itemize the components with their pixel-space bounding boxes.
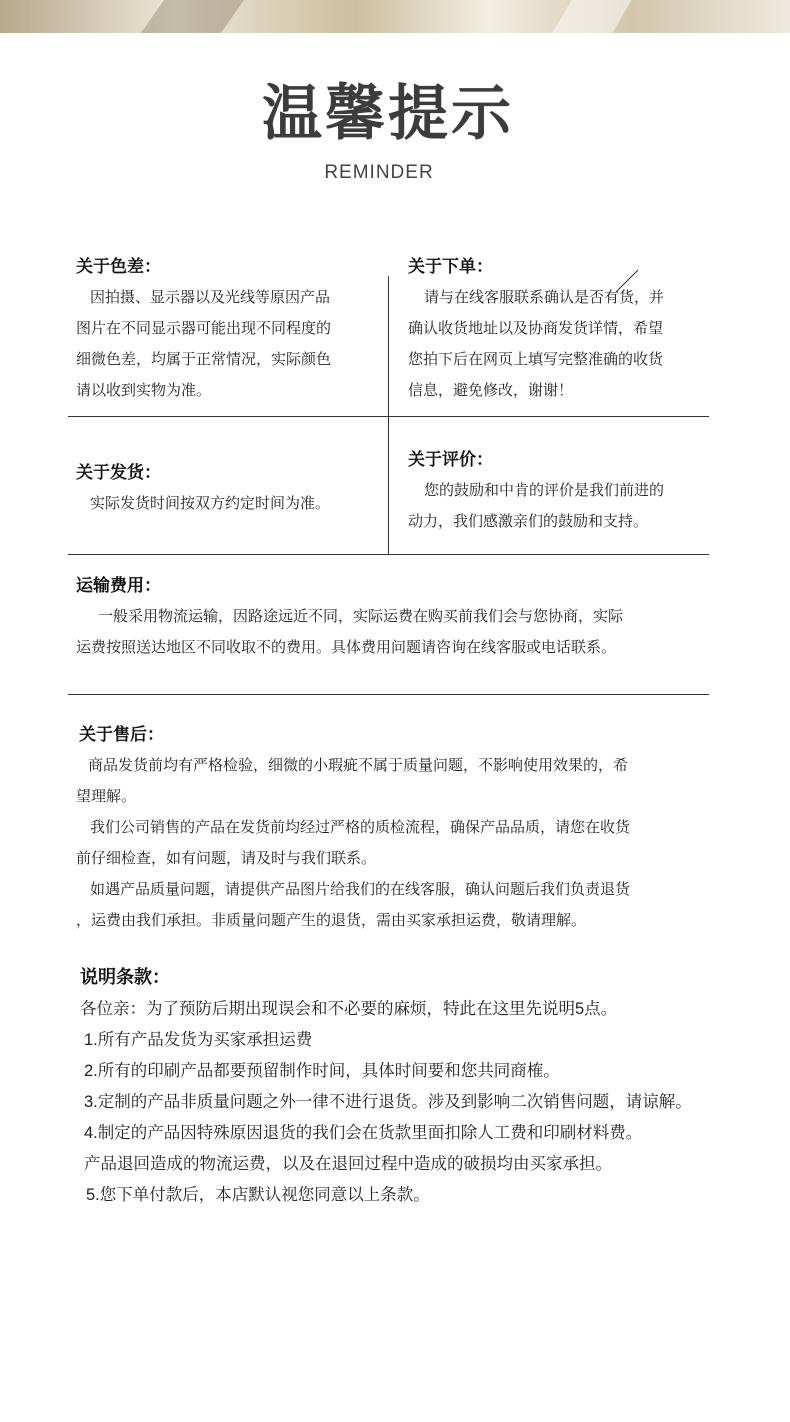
divider-vertical-top [388,276,389,416]
section-after-sales [76,720,716,936]
text-line: 运费按照送达地区不同收取不的费用。具体费用问题请咨询在线客服或电话联系。 [76,638,617,656]
section-heading: 关于下单： [408,257,493,277]
banner-highlight [543,0,638,33]
section-heading: 关于色差： [76,257,161,277]
term-item-1: 1.所有产品发货为买家承担运费 [84,1031,313,1049]
text-line: 请与在线客服联系确认是否有货，并 [424,288,665,306]
text-line: 我们公司销售的产品在发货前均经过严格的质检流程，确保产品品质，请您在收货 [90,818,631,836]
text-line: 望理解。 [76,787,137,805]
text-line: 一般采用物流运输，因路途远近不同，实际运费在购买前我们会与您协商，实际 [98,607,624,625]
term-item-4: 4.制定的产品因特殊原因退货的我们会在货款里面扣除人工费和印刷材料费。 [84,1124,643,1142]
text-line: 信息，避免修改，谢谢！ [408,381,574,399]
text-line: 前仔细检查，如有问题，请及时与我们联系。 [76,849,377,867]
top-banner-image [0,0,790,33]
text-line: 实际发货时间按双方约定时间为准。 [90,494,331,512]
page-title: 温馨提示 [262,79,514,149]
section-heading: 关于售后： [79,725,164,745]
term-item-3: 3.定制的产品非质量问题之外一律不进行退货。涉及到影响二次销售问题，请谅解。 [84,1093,692,1111]
text-line: 各位亲：为了预防后期出现误会和不必要的麻烦，特此在这里先说明5点。 [80,1000,618,1018]
section-heading: 关于评价： [408,450,493,470]
page-subtitle: REMINDER [324,162,434,183]
divider-vertical-bottom [388,416,389,554]
term-item-2: 2.所有的印刷产品都要预留制作时间，具体时间要和您共同商榷。 [84,1062,560,1080]
section-terms [80,962,780,1211]
section-color-difference [76,252,381,406]
text-line: 因拍摄、显示器以及光线等原因产品 [90,288,331,306]
section-ordering [408,252,708,406]
section-freight [76,571,716,663]
text-line: 商品发货前均有严格检验，细微的小瑕疵不属于质量问题，不影响使用效果的，希 [88,756,629,774]
section-heading: 运输费用： [76,576,161,596]
pen-stroke-mark [612,268,652,294]
text-line: 图片在不同显示器可能出现不同程度的 [76,319,332,337]
text-line: 产品退回造成的物流运费，以及在退回过程中造成的破损均由买家承担。 [84,1155,612,1173]
section-heading: 关于发货： [76,463,161,483]
text-line: 您的鼓励和中肯的评价是我们前进的 [424,481,665,499]
text-line: 您拍下后在网页上填写完整准确的收货 [408,350,664,368]
section-shipping [76,458,381,519]
text-line: 动力，我们感激亲们的鼓励和支持。 [408,512,649,530]
text-line: 细微色差，均属于正常情况，实际颜色 [76,350,332,368]
banner-shade [129,0,251,33]
text-line: 确认收货地址以及协商发货详情，希望 [408,319,664,337]
text-line: 如遇产品质量问题，请提供产品图片给我们的在线客服，确认问题后我们负责退货 [90,880,631,898]
term-item-5: 5.您下单付款后，本店默认视您同意以上条款。 [86,1186,430,1204]
divider-horizontal-2 [68,554,709,555]
text-line: 请以收到实物为准。 [76,381,212,399]
text-line: ，运费由我们承担。非质量问题产生的退货，需由买家承担运费，敬请理解。 [76,911,587,929]
divider-horizontal-3 [68,694,709,695]
section-review [408,445,708,537]
section-heading: 说明条款： [80,967,170,988]
